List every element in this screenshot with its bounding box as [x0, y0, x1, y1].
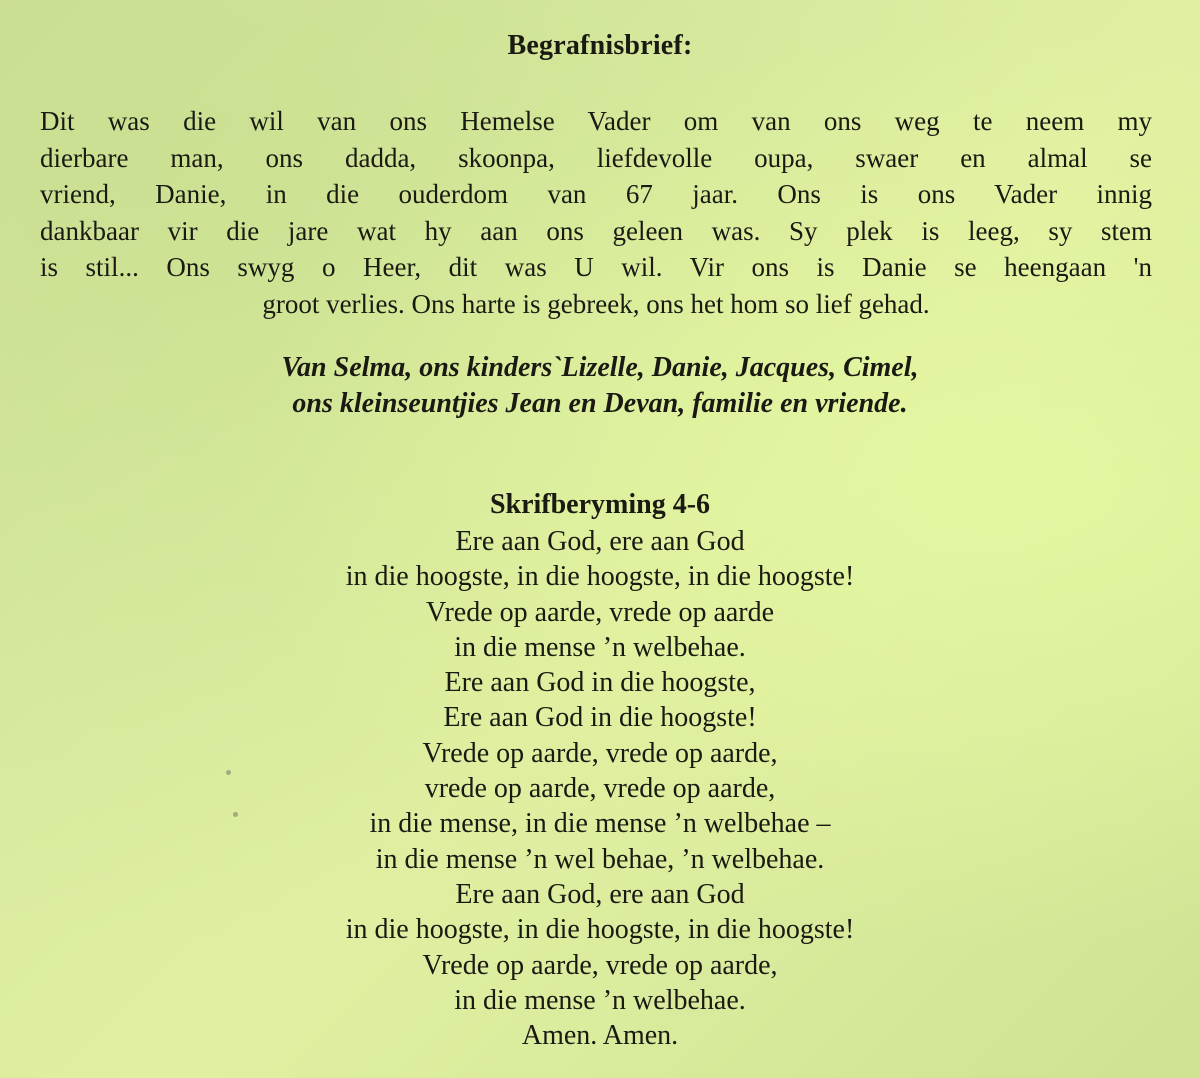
- hymn-line: in die mense, in die mense ’n welbehae –: [369, 808, 831, 840]
- hymn-line: vrede op aarde, vrede op aarde,: [424, 773, 776, 805]
- hymn-line: Vrede op aarde, vrede op aarde,: [422, 737, 778, 769]
- letter-line: is stil... Ons swyg o Heer, dit was U wil. Vir ons is Danie se heengaan 'n: [40, 252, 1152, 282]
- hymn-line: in die hoogste, in die hoogste, in die hoogste!: [345, 914, 855, 946]
- hymn-line: Ere aan God in die hoogste,: [444, 667, 756, 699]
- hymn-line: in die mense ’n welbehae.: [454, 984, 746, 1016]
- letter-line: dankbaar vir die jare wat hy aan ons geleen was. Sy plek is leeg, sy stem: [40, 215, 1152, 246]
- hymn-line: Ere aan God, ere aan God: [455, 526, 745, 557]
- hymn-line: Vrede op aarde, vrede op aarde,: [422, 949, 778, 981]
- hymn-line: Ere aan God, ere aan God: [455, 878, 745, 910]
- hymn-line: Ere aan God in die hoogste!: [443, 702, 757, 734]
- letter-line: groot verlies. Ons harte is gebreek, ons het hom so lief gehad.: [262, 288, 930, 319]
- paper-speck: [226, 770, 231, 775]
- hymn-line: in die mense ’n wel behae, ’n welbehae.: [375, 843, 825, 875]
- from-line: Van Selma, ons kinders`Lizelle, Danie, Jacques, Cimel,: [281, 352, 919, 383]
- funeral-letter: [40, 103, 1152, 322]
- from-signature: [0, 350, 1200, 422]
- hymn-line: in die hoogste, in die hoogste, in die hoogste!: [345, 561, 855, 593]
- letter-line: dierbare man, ons dadda, skoonpa, liefdevolle oupa, swaer en almal se: [40, 142, 1152, 173]
- letter-line: vriend, Danie, in die ouderdom van 67 jaar. Ons is ons Vader innig: [40, 179, 1152, 209]
- letter-line: Dit was die wil van ons Hemelse Vader om van ons weg te neem my: [40, 106, 1152, 136]
- hymn-line: Vrede op aarde, vrede op aarde: [425, 596, 775, 628]
- hymn-line: Amen. Amen.: [521, 1020, 679, 1052]
- hymn-lyrics: [0, 524, 1200, 1053]
- paper-speck: [233, 812, 238, 817]
- page-heading: Begrafnisbrief:: [507, 30, 693, 61]
- hymn-line: in die mense ’n welbehae.: [454, 631, 746, 663]
- from-line: ons kleinseuntjies Jean en Devan, familie en vriende.: [292, 388, 908, 419]
- hymn-title: Skrifberyming 4-6: [489, 489, 711, 520]
